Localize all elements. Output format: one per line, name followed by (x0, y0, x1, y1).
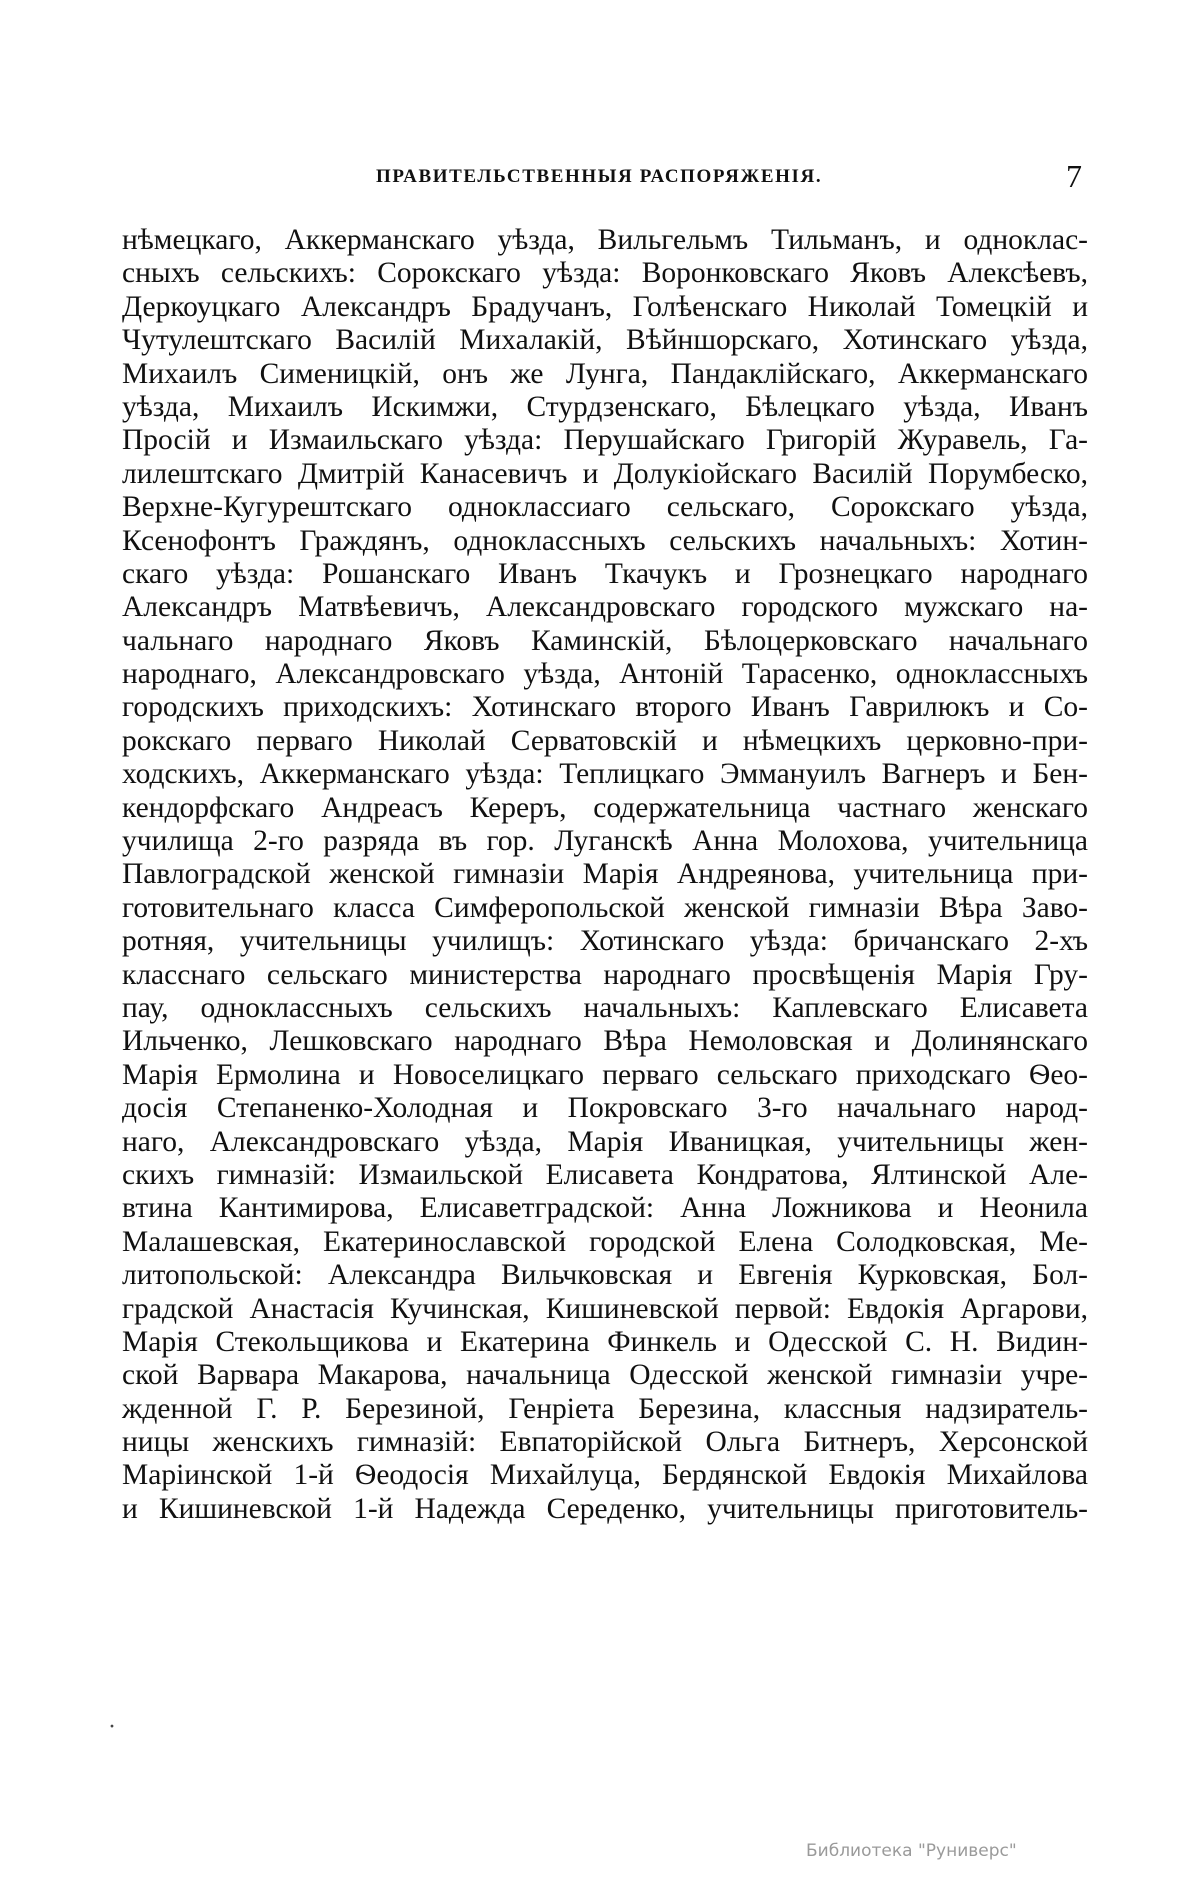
text-line: училища 2-го разряда въ гор. Луганскѣ Анна Молохова, учительница (122, 825, 1088, 858)
text-line: Верхне-Кугурештскаго одноклассиаго сельскаго, Сорокскаго уѣзда, (122, 491, 1088, 524)
text-line: ницы женскихъ гимназій: Евпаторійской Ольга Битнеръ, Херсонской (122, 1426, 1088, 1459)
text-line: Михаилъ Сименицкій, онъ же Лунга, Пандаклійскаго, Аккерманскаго (122, 357, 1088, 390)
text-line: пау, одноклассныхъ сельскихъ начальныхъ: Каплевскаго Елисавета (122, 991, 1088, 1024)
text-line: чальнаго народнаго Яковъ Каминскій, Бѣлоцерковскаго начальнаго (122, 624, 1088, 657)
text-line: народнаго, Александровскаго уѣзда, Антоній Тарасенко, одноклассныхъ (122, 658, 1088, 691)
text-line: жденной Г. Р. Березиной, Генріета Березина, классныя надзиратель- (122, 1392, 1088, 1425)
text-line: рокскаго перваго Николай Серватовскій и нѣмецкихъ церковно-при- (122, 724, 1088, 757)
text-line: градской Анастасія Кучинская, Кишиневской первой: Евдокія Аргарови, (122, 1292, 1088, 1325)
text-line: городскихъ приходскихъ: Хотинскаго второго Иванъ Гаврилюкъ и Со- (122, 691, 1088, 724)
text-line: Ксенофонтъ Граждянъ, одноклассныхъ сельскихъ начальныхъ: Хотин- (122, 524, 1088, 557)
text-line: Малашевская, Екатеринославской городской Елена Солодковская, Ме- (122, 1225, 1088, 1258)
text-line: класснаго сельскаго министерства народнаго просвѣщенія Марія Гру- (122, 958, 1088, 991)
running-title: ПРАВИТЕЛЬСТВЕННЫЯ РАСПОРЯЖЕНІЯ. (376, 166, 823, 187)
text-line: Марія Стекольщикова и Екатерина Финкель и Одесской С. Н. Видин- (122, 1325, 1088, 1358)
text-line: наго, Александровскаго уѣзда, Марія Иваницкая, учительницы жен- (122, 1125, 1088, 1158)
text-line: лилештскаго Дмитрій Канасевичъ и Долукіойскаго Василій Порумбеско, (122, 457, 1088, 490)
text-line: Чутулештскаго Василій Михалакій, Вѣйншорскаго, Хотинскаго уѣзда, (122, 324, 1088, 357)
text-line: Ильченко, Лешковскаго народнаго Вѣра Немоловская и Долинянскаго (122, 1025, 1088, 1058)
text-line: кендорфскаго Андреасъ Кереръ, содержательница частнаго женскаго (122, 791, 1088, 824)
body-text (122, 224, 1088, 1526)
text-line: и Кишиневской 1-й Надежда Середенко, учительницы приготовитель- (122, 1492, 1088, 1525)
text-line: ходскихъ, Аккерманскаго уѣзда: Теплицкаго Эммануилъ Вагнеръ и Бен- (122, 758, 1088, 791)
text-line: Деркоуцкаго Александръ Брадучанъ, Голѣенскаго Николай Томецкій и (122, 290, 1088, 323)
text-line: сныхъ сельскихъ: Сорокскаго уѣзда: Воронковскаго Яковъ Алексѣевъ, (122, 257, 1088, 290)
text-line: ротняя, учительницы училищъ: Хотинскаго уѣзда: бричанскаго 2-хъ (122, 925, 1088, 958)
text-line: Маріинской 1-й Ѳеодосія Михайлуца, Бердянской Евдокія Михайлова (122, 1459, 1088, 1492)
text-line: уѣзда, Михаилъ Искимжи, Стурдзенскаго, Бѣлецкаго уѣзда, Иванъ (122, 390, 1088, 423)
text-line: нѣмецкаго, Аккерманскаго уѣзда, Вильгельмъ Тильманъ, и одноклас- (122, 224, 1088, 256)
text-line: ской Варвара Макарова, начальница Одесской женской гимназіи учре- (122, 1359, 1088, 1392)
text-line: досія Степаненко-Холодная и Покровскаго 3-го начальнаго народ- (122, 1092, 1088, 1125)
text-line: Александръ Матвѣевичъ, Александровскаго городского мужскаго на- (122, 591, 1088, 624)
page-header (120, 158, 1082, 198)
text-line: готовительнаго класса Симферопольской женской гимназіи Вѣра Заво- (122, 891, 1088, 924)
page-number: 7 (1066, 158, 1082, 194)
text-line: литопольской: Александра Вильчковская и Евгенія Курковская, Бол- (122, 1259, 1088, 1292)
text-line: втина Кантимирова, Елисаветградской: Анна Ложникова и Неонила (122, 1192, 1088, 1225)
text-line: скихъ гимназій: Измаильской Елисавета Кондратова, Ялтинской Але- (122, 1158, 1088, 1191)
text-line: скаго уѣзда: Рошанскаго Иванъ Ткачукъ и Грознецкаго народнаго (122, 557, 1088, 590)
text-line: Марія Ермолина и Новоселицкаго перваго сельскаго приходскаго Ѳео- (122, 1058, 1088, 1091)
text-line: Просій и Измаильскаго уѣзда: Перушайскаго Григорій Журавель, Га- (122, 424, 1088, 457)
library-watermark: Библиотека "Руниверс" (806, 1841, 1017, 1861)
scan-edge-mark: · (108, 1714, 116, 1740)
text-line: Павлоградской женской гимназіи Марія Андреянова, учительница при- (122, 858, 1088, 891)
